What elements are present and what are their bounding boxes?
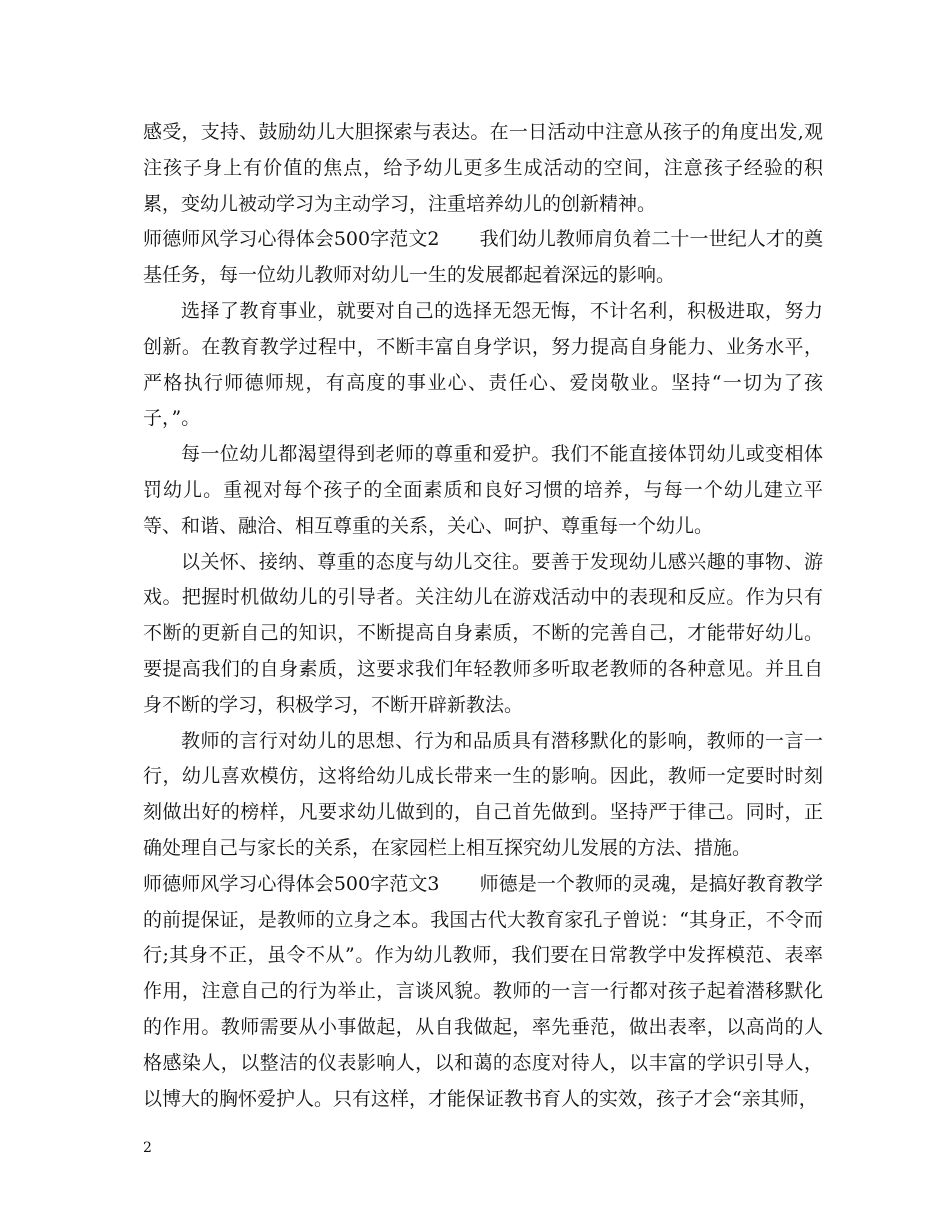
section-title: 师德师风学习心得体会500字范文3	[143, 872, 440, 895]
paragraph-heading-essay-3	[143, 867, 823, 1118]
paragraph-continuation: 感受，支持、鼓励幼儿大胆探索与表达。在一日活动中注意从孩子的角度出发,观注孩子身上有价值的焦点，给予幼儿更多生成活动的空间，注意孩子经验的积累，变幼儿被动学习为主动学习，注重培养幼儿的创新精神。	[143, 121, 823, 215]
document-body	[143, 115, 823, 1117]
paragraph-respect-children: 每一位幼儿都渴望得到老师的尊重和爱护。我们不能直接体罚幼儿或变相体罚幼儿。重视对每个孩子的全面素质和良好习惯的培养，与每一个幼儿建立平等、和谐、融洽、相互尊重的关系，关心、呵护、尊重每一个幼儿。	[143, 443, 823, 537]
paragraph-choice-of-career: 选择了教育事业，就要对自己的选择无怨无悔，不计名利，积极进取，努力创新。在教育教学过程中，不断丰富自身学识，努力提高自身能力、业务水平，严格执行师德师规，有高度的事业心、责任心、爱岗敬业。坚持“一切为了孩子，”。	[143, 299, 823, 430]
page-number: 2	[143, 1140, 152, 1156]
paragraph-interaction-attitude: 以关怀、接纳、尊重的态度与幼儿交往。要善于发现幼儿感兴趣的事物、游戏。把握时机做幼儿的引导者。关注幼儿在游戏活动中的表现和反应。作为只有不断的更新自己的知识，不断提高自身素质，不断的完善自己，才能带好幼儿。要提高我们的自身素质，这要求我们年轻教师多听取老教师的各种意见。并且自身不断的学习，积极学习，不断开辟新教法。	[143, 550, 823, 716]
section-body-text: 师德是一个教师的灵魂，是搞好教育教学的前提保证，是教师的立身之本。我国古代大教育家孔子曾说：“其身正，不令而行;其身不正，虽令不从”。作为幼儿教师，我们要在日常教学中发挥模范、表率作用，注意自己的行为举止，言谈风貌。教师的一言一行都对孩子起着潜移默化的作用。教师需要从小事做起，从自我做起，率先垂范，做出表率，以高尚的人格感染人，以整洁的仪表影响人，以和蔼的态度对待人，以丰富的学识引导人，以博大的胸怀爱护人。只有这样，才能保证教书育人的实效，孩子才会“亲其师，	[143, 872, 823, 1110]
paragraph-heading-essay-2	[143, 222, 823, 294]
section-title: 师德师风学习心得体会500字范文2	[143, 228, 440, 251]
paragraph-teacher-example: 教师的言行对幼儿的思想、行为和品质具有潜移默化的影响，教师的一言一行，幼儿喜欢模仿，这将给幼儿成长带来一生的影响。因此，教师一定要时时刻刻做出好的榜样，凡要求幼儿做到的，自己首先做到。坚持严于律己。同时，正确处理自己与家长的关系，在家园栏上相互探究幼儿发展的方法、措施。	[143, 729, 823, 859]
section-body-text: 我们幼儿教师肩负着二十一世纪人才的奠基任务，每一位幼儿教师对幼儿一生的发展都起着深远的影响。	[143, 228, 823, 287]
